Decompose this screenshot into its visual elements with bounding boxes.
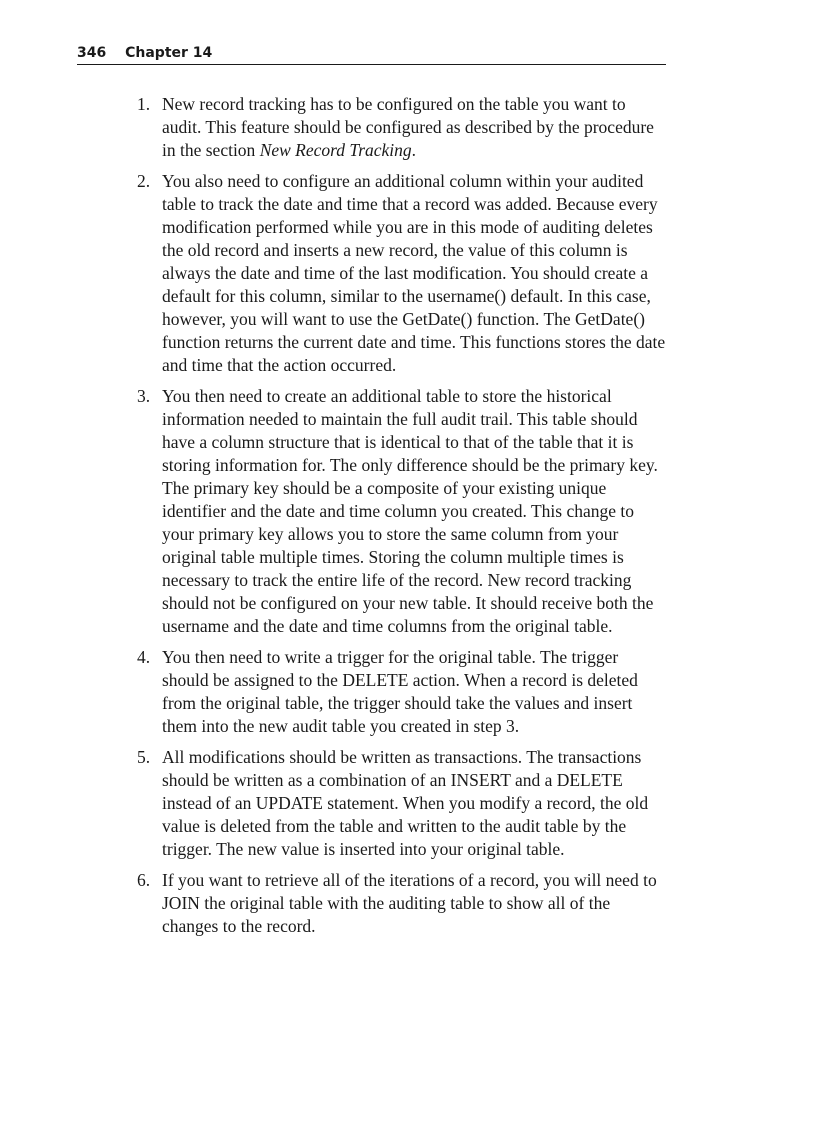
section-reference: New Record Tracking — [259, 140, 412, 160]
list-item-number: 4. — [137, 647, 151, 667]
list-item-text: You then need to write a trigger for the original table. The trigger should be assigned to the DELETE action. When a record is deleted from the original table, the trigger should take the values and insert them into the new audit table you created in step 3. — [162, 647, 638, 736]
page-number: 346 — [77, 45, 107, 61]
list-item-text: If you want to retrieve all of the iterations of a record, you will need to JOIN the original table with the auditing table to show all of the changes to the record. — [162, 870, 657, 936]
list-item-number: 1. — [137, 94, 151, 114]
numbered-list — [137, 93, 669, 946]
list-item — [137, 385, 669, 638]
list-item — [137, 646, 669, 738]
running-header — [77, 44, 666, 65]
list-item — [137, 93, 669, 162]
list-item — [137, 746, 669, 861]
list-item — [137, 170, 669, 377]
list-item-text: All modifications should be written as transactions. The transactions should be written as a combination of an INSERT and a DELETE instead of an UPDATE statement. When you modify a record, the old value is deleted from the table and written to the audit table by the trigger. The new value is inserted into your original table. — [162, 747, 649, 859]
list-item-text: You also need to configure an additional column within your audited table to track the date and time that a record was added. Because every modification performed while you are in this mode of auditing deletes the old record and inserts a new record, the value of this column is always the date and time of the last modification. You should create a default for this column, similar to the username() default. In this case, however, you will want to use the GetDate() function. The GetDate() function returns the current date and time. This functions stores the date and time that the action occurred. — [162, 171, 666, 375]
list-item-number: 2. — [137, 171, 151, 191]
list-item-text — [162, 93, 669, 162]
list-item-number: 6. — [137, 870, 151, 890]
list-item-text-part: New record tracking has to be configured on the table you want to audit. This feature should be configured as described by the procedure in the section — [162, 94, 654, 160]
list-item-number: 5. — [137, 747, 151, 767]
chapter-label: Chapter 14 — [125, 45, 213, 61]
list-item — [137, 869, 669, 938]
list-item-text-part: . — [411, 140, 417, 160]
list-item-text: You then need to create an additional table to store the historical information needed to maintain the full audit trail. This table should have a column structure that is identical to that of the table that it is storing information for. The only difference should be the primary key. The primary key should be a composite of your existing unique identifier and the date and time column you created. This change to your primary key allows you to store the same column from your original table multiple times. Storing the column multiple times is necessary to track the entire life of the record. New record tracking should not be configured on your new table. It should receive both the username and the date and time columns from the original table. — [162, 386, 658, 636]
list-item-number: 3. — [137, 386, 151, 406]
